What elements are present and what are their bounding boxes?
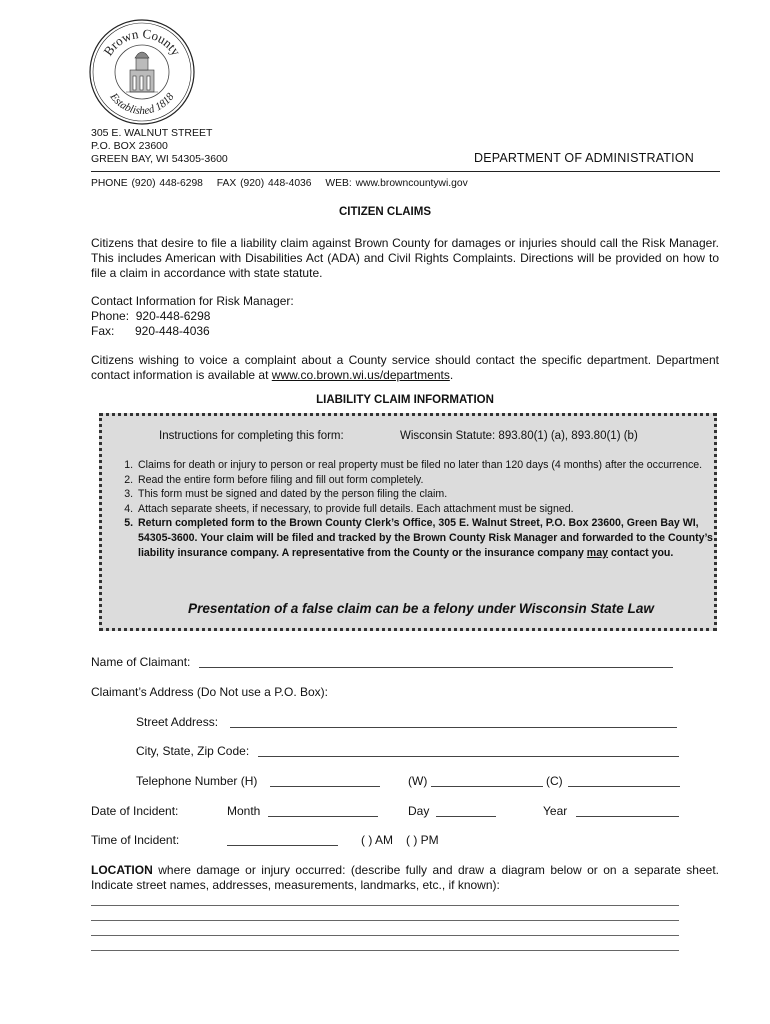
departments-link[interactable]: www.co.brown.wi.us/departments: [271, 368, 450, 382]
location-text: where damage or injury occurred: (describe fully and draw a diagram below or on a separate sheet. Indicate street names, addresses, measurements, landmarks, etc., if known):: [91, 863, 719, 892]
complaint-paragraph: [91, 353, 719, 383]
seal-bottom-text: Established 1818: [107, 91, 177, 118]
month-label: Month: [227, 804, 261, 818]
list-item: 4. Attach separate sheets, if necessary, to provide full details. Each attachment must be signed.: [136, 502, 728, 517]
address-line: GREEN BAY, WI 54305-3600: [91, 153, 228, 165]
location-line[interactable]: [91, 950, 679, 951]
year-field[interactable]: [576, 805, 679, 817]
tel-home-field[interactable]: [270, 775, 380, 787]
page-title: CITIZEN CLAIMS: [339, 206, 431, 218]
felony-warning: Presentation of a false claim can be a felony under Wisconsin State Law: [188, 601, 654, 616]
statute-reference: Wisconsin Statute: 893.80(1) (a), 893.80(1) (b): [400, 430, 638, 442]
website[interactable]: WEB: www.browncountywi.gov: [325, 178, 468, 189]
address-label: Claimant’s Address (Do Not use a P.O. Box):: [91, 685, 328, 699]
am-option[interactable]: ( ) AM: [361, 833, 393, 847]
risk-phone: 920-448-6298: [135, 309, 211, 323]
may-underlined: may: [586, 546, 608, 559]
return-instructions: Return completed form to the Brown County Clerk’s Office, 305 E. Walnut Street, P.O. Box 23600, Green Bay WI, 54305-3600. Your claim will be filed and tracked by the Brown County Risk Manager and forwarded to the County’s liability insurance company. A representative from the County or the insurance company: [138, 517, 713, 559]
liability-title: LIABILITY CLAIM INFORMATION: [316, 394, 494, 406]
time-field[interactable]: [227, 834, 338, 846]
year-label: Year: [543, 804, 568, 818]
tel-home-label: Telephone Number (H): [136, 774, 258, 788]
street-field[interactable]: [230, 716, 677, 728]
instruction-list: [112, 458, 728, 560]
city-field[interactable]: [258, 745, 679, 757]
claimant-name-label: Name of Claimant:: [91, 655, 191, 669]
list-item: 3. This form must be signed and dated by the person filing the claim.: [136, 487, 728, 502]
tel-work-field[interactable]: [431, 775, 543, 787]
claimant-name-field[interactable]: [199, 656, 673, 668]
fax-number: FAX (920) 448-4036: [216, 178, 312, 189]
phone-number: PHONE (920) 448-6298: [91, 178, 203, 189]
month-field[interactable]: [268, 805, 378, 817]
instructions-label: Instructions for completing this form:: [159, 430, 344, 442]
street-label: Street Address:: [136, 715, 219, 729]
fax-label: Fax:: [91, 324, 115, 338]
brown-county-seal: [88, 18, 196, 126]
list-item: [136, 516, 728, 560]
location-heading: LOCATION: [91, 863, 153, 877]
seal-top-text: Brown County: [100, 25, 184, 59]
tel-cell-field[interactable]: [568, 775, 680, 787]
risk-fax: 920-448-4036: [135, 324, 210, 338]
date-label: Date of Incident:: [91, 804, 179, 818]
city-label: City, State, Zip Code:: [136, 744, 250, 758]
time-label: Time of Incident:: [91, 833, 180, 847]
address-line: P.O. BOX 23600: [91, 140, 168, 152]
risk-manager-contact: [91, 294, 719, 339]
complaint-end: .: [449, 368, 454, 382]
day-label: Day: [408, 804, 430, 818]
contact-line: [91, 178, 478, 189]
location-line[interactable]: [91, 905, 679, 906]
contact-heading: Contact Information for Risk Manager:: [91, 294, 294, 308]
day-field[interactable]: [436, 805, 496, 817]
department-name: DEPARTMENT OF ADMINISTRATION: [474, 151, 694, 165]
mailing-address: [91, 127, 228, 166]
tel-work-label: (W): [408, 774, 428, 788]
header-divider: [91, 171, 720, 172]
tel-cell-label: (C): [546, 774, 563, 788]
address-line: 305 E. WALNUT STREET: [91, 127, 213, 139]
complaint-text: Citizens wishing to voice a complaint about a County service should contact the specific department. Department contact information is available at: [91, 353, 719, 382]
intro-paragraph: Citizens that desire to file a liability claim against Brown County for damages or injuries should call the Risk Manager. This includes American with Disabilities Act (ADA) and Civil Rights Complaints. Directions will be provided on how to file a claim in accordance with state statute.: [91, 236, 719, 280]
location-instructions: [91, 863, 719, 893]
list-item: 1. Claims for death or injury to person or real property must be filed no later than 120 days (4 months) after the occurrence.: [136, 458, 728, 473]
pm-option[interactable]: ( ) PM: [406, 833, 439, 847]
location-line[interactable]: [91, 920, 679, 921]
phone-label: Phone:: [91, 309, 130, 323]
return-instructions-end: contact you.: [610, 546, 674, 559]
list-item: 2. Read the entire form before filing and fill out form completely.: [136, 473, 728, 488]
location-line[interactable]: [91, 935, 679, 936]
